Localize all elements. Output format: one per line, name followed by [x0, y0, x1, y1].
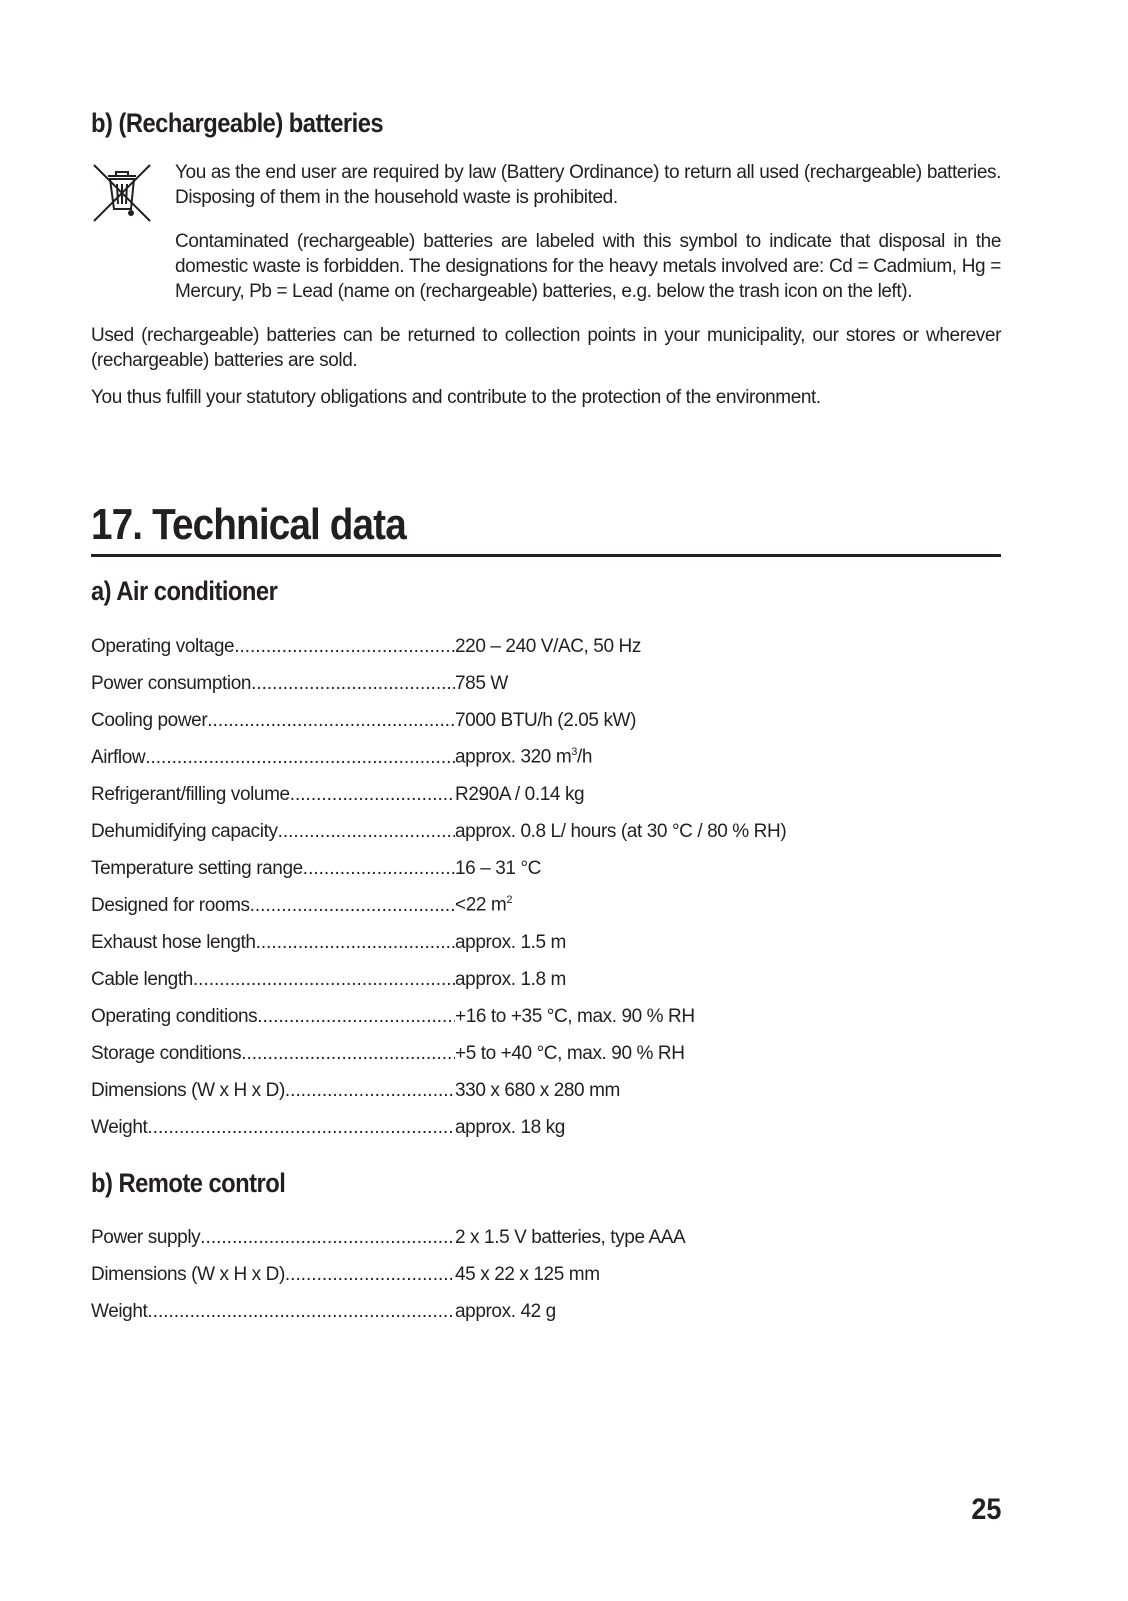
- spec-value-text: +5 to +40 °C, max. 90 % RH: [455, 1042, 685, 1064]
- dot-leader: [250, 895, 455, 917]
- spec-label: Temperature setting range: [91, 857, 303, 879]
- spec-value: [455, 1301, 556, 1323]
- dot-leader: [200, 1227, 455, 1249]
- spec-row: [91, 850, 786, 887]
- spec-label-cell: [91, 895, 455, 917]
- dot-leader: [241, 1043, 455, 1065]
- spec-label-cell: [91, 932, 455, 954]
- spec-label-cell: [91, 858, 455, 880]
- spec-label-cell: [91, 747, 455, 769]
- page-number: 25: [970, 1493, 1001, 1526]
- spec-label-cell: [91, 1117, 455, 1139]
- spec-label-cell: [91, 821, 455, 843]
- technical-data-title: 17. Technical data: [91, 500, 406, 549]
- spec-value: [455, 821, 786, 843]
- spec-row: [91, 887, 786, 924]
- spec-value: [455, 710, 636, 732]
- dot-leader: [303, 858, 455, 880]
- spec-value: [455, 894, 512, 916]
- spec-value: [455, 1043, 685, 1065]
- dot-leader: [257, 1006, 455, 1028]
- spec-row: [91, 1256, 685, 1293]
- spec-label: Storage conditions: [91, 1042, 242, 1064]
- spec-row: [91, 1072, 786, 1109]
- spec-label: Cable length: [91, 968, 193, 990]
- dot-leader: [193, 969, 455, 991]
- batteries-paragraph-1: You as the end user are required by law (Battery Ordinance) to return all used (rechargeable) batteries. Disposing of them in the household waste is prohibited.: [175, 162, 1001, 208]
- title-rule: [91, 554, 1001, 557]
- dot-leader: [234, 636, 455, 658]
- spec-value: [455, 858, 541, 880]
- spec-value-suffix: /h: [576, 746, 593, 768]
- dot-leader: [290, 784, 455, 806]
- dot-leader: [278, 821, 455, 843]
- spec-row: [91, 1219, 685, 1256]
- spec-value-superscript: 3: [571, 746, 577, 759]
- spec-value-text: 785 W: [455, 672, 508, 694]
- spec-value: [455, 636, 641, 658]
- spec-value: [455, 1006, 695, 1028]
- spec-value-text: approx. 18 kg: [455, 1116, 565, 1138]
- document-page: [91, 0, 1001, 1601]
- spec-value: [455, 1080, 620, 1102]
- spec-label-cell: [91, 1080, 455, 1102]
- spec-row: [91, 1293, 685, 1330]
- spec-value-text: approx. 1.8 m: [455, 968, 566, 990]
- spec-value: [455, 746, 592, 768]
- spec-label: Operating conditions: [91, 1005, 258, 1027]
- spec-row: [91, 776, 786, 813]
- spec-value-text: approx. 0.8 L/ hours (at 30 °C / 80 % RH): [455, 820, 787, 842]
- spec-value-text: approx. 320 m: [455, 746, 572, 768]
- dot-leader: [147, 1301, 455, 1323]
- crossed-out-wheelie-bin-icon: [91, 162, 153, 224]
- batteries-heading: b) (Rechargeable) batteries: [91, 108, 384, 138]
- spec-label-cell: [91, 784, 455, 806]
- spec-label: Refrigerant/filling volume: [91, 783, 290, 805]
- spec-value: [455, 1264, 600, 1286]
- dot-leader: [251, 673, 455, 695]
- remote-control-heading: b) Remote control: [91, 1168, 286, 1198]
- spec-label: Operating voltage: [91, 635, 235, 657]
- spec-value-text: <22 m: [455, 894, 507, 916]
- spec-label: Weight: [91, 1116, 148, 1138]
- spec-row: [91, 961, 786, 998]
- spec-row: [91, 1109, 786, 1146]
- spec-label: Dimensions (W x H x D): [91, 1263, 285, 1285]
- spec-row: [91, 924, 786, 961]
- batteries-paragraph-4: You thus fulfill your statutory obligations and contribute to the protection of the environment.: [91, 387, 821, 408]
- spec-row: [91, 628, 786, 665]
- spec-value-text: 220 – 240 V/AC, 50 Hz: [455, 635, 641, 657]
- spec-label: Weight: [91, 1300, 148, 1322]
- spec-label-cell: [91, 969, 455, 991]
- spec-value-text: 330 x 680 x 280 mm: [455, 1079, 620, 1101]
- spec-label-cell: [91, 636, 455, 658]
- dot-leader: [285, 1080, 455, 1102]
- spec-value-text: approx. 42 g: [455, 1300, 556, 1322]
- spec-value-text: approx. 1.5 m: [455, 931, 566, 953]
- dot-leader: [145, 747, 455, 769]
- spec-label: Designed for rooms: [91, 894, 250, 916]
- air-conditioner-spec-list: [91, 628, 786, 1146]
- batteries-paragraph-3: Used (rechargeable) batteries can be returned to collection points in your municipality, our stores or wherever (rechargeable) batteries are sold.: [91, 325, 1001, 371]
- spec-row: [91, 1035, 786, 1072]
- spec-value-text: 45 x 22 x 125 mm: [455, 1263, 600, 1285]
- spec-label: Power supply: [91, 1226, 201, 1248]
- dot-leader: [147, 1117, 455, 1139]
- dot-leader: [285, 1264, 455, 1286]
- spec-value: [455, 1117, 565, 1139]
- spec-label-cell: [91, 1301, 455, 1323]
- dot-leader: [207, 710, 455, 732]
- spec-value-text: R290A / 0.14 kg: [455, 783, 585, 805]
- spec-value-superscript: 2: [506, 894, 513, 907]
- spec-label: Exhaust hose length: [91, 931, 256, 953]
- spec-row: [91, 702, 786, 739]
- spec-label-cell: [91, 710, 455, 732]
- dot-leader: [256, 932, 455, 954]
- spec-row: [91, 739, 786, 776]
- spec-value: [455, 932, 566, 954]
- spec-value: [455, 1227, 685, 1249]
- spec-label: Dimensions (W x H x D): [91, 1079, 285, 1101]
- spec-value: [455, 784, 584, 806]
- spec-row: [91, 998, 786, 1035]
- spec-label: Dehumidifying capacity: [91, 820, 278, 842]
- spec-value-text: 7000 BTU/h (2.05 kW): [455, 709, 637, 731]
- spec-value: [455, 969, 566, 991]
- spec-label: Power consumption: [91, 672, 252, 694]
- spec-value-text: 2 x 1.5 V batteries, type AAA: [455, 1226, 686, 1248]
- spec-row: [91, 813, 786, 850]
- spec-label-cell: [91, 1264, 455, 1286]
- air-conditioner-heading: a) Air conditioner: [91, 576, 278, 606]
- spec-label-cell: [91, 1043, 455, 1065]
- spec-label-cell: [91, 673, 455, 695]
- remote-control-spec-list: [91, 1219, 685, 1330]
- spec-value-text: +16 to +35 °C, max. 90 % RH: [455, 1005, 695, 1027]
- batteries-paragraph-2: Contaminated (rechargeable) batteries are labeled with this symbol to indicate that disposal in the domestic waste is forbidden. The designations for the heavy metals involved are: Cd = Cadmium, Hg = Mercury, Pb = Lead (name on (rechargeable) batteries, e.g. below the trash icon on the left).: [175, 231, 1001, 302]
- spec-value: [455, 673, 508, 695]
- spec-label-cell: [91, 1006, 455, 1028]
- spec-row: [91, 665, 786, 702]
- spec-label-cell: [91, 1227, 455, 1249]
- spec-label: Cooling power: [91, 709, 208, 731]
- spec-label: Airflow: [91, 746, 146, 768]
- spec-value-text: 16 – 31 °C: [455, 857, 541, 879]
